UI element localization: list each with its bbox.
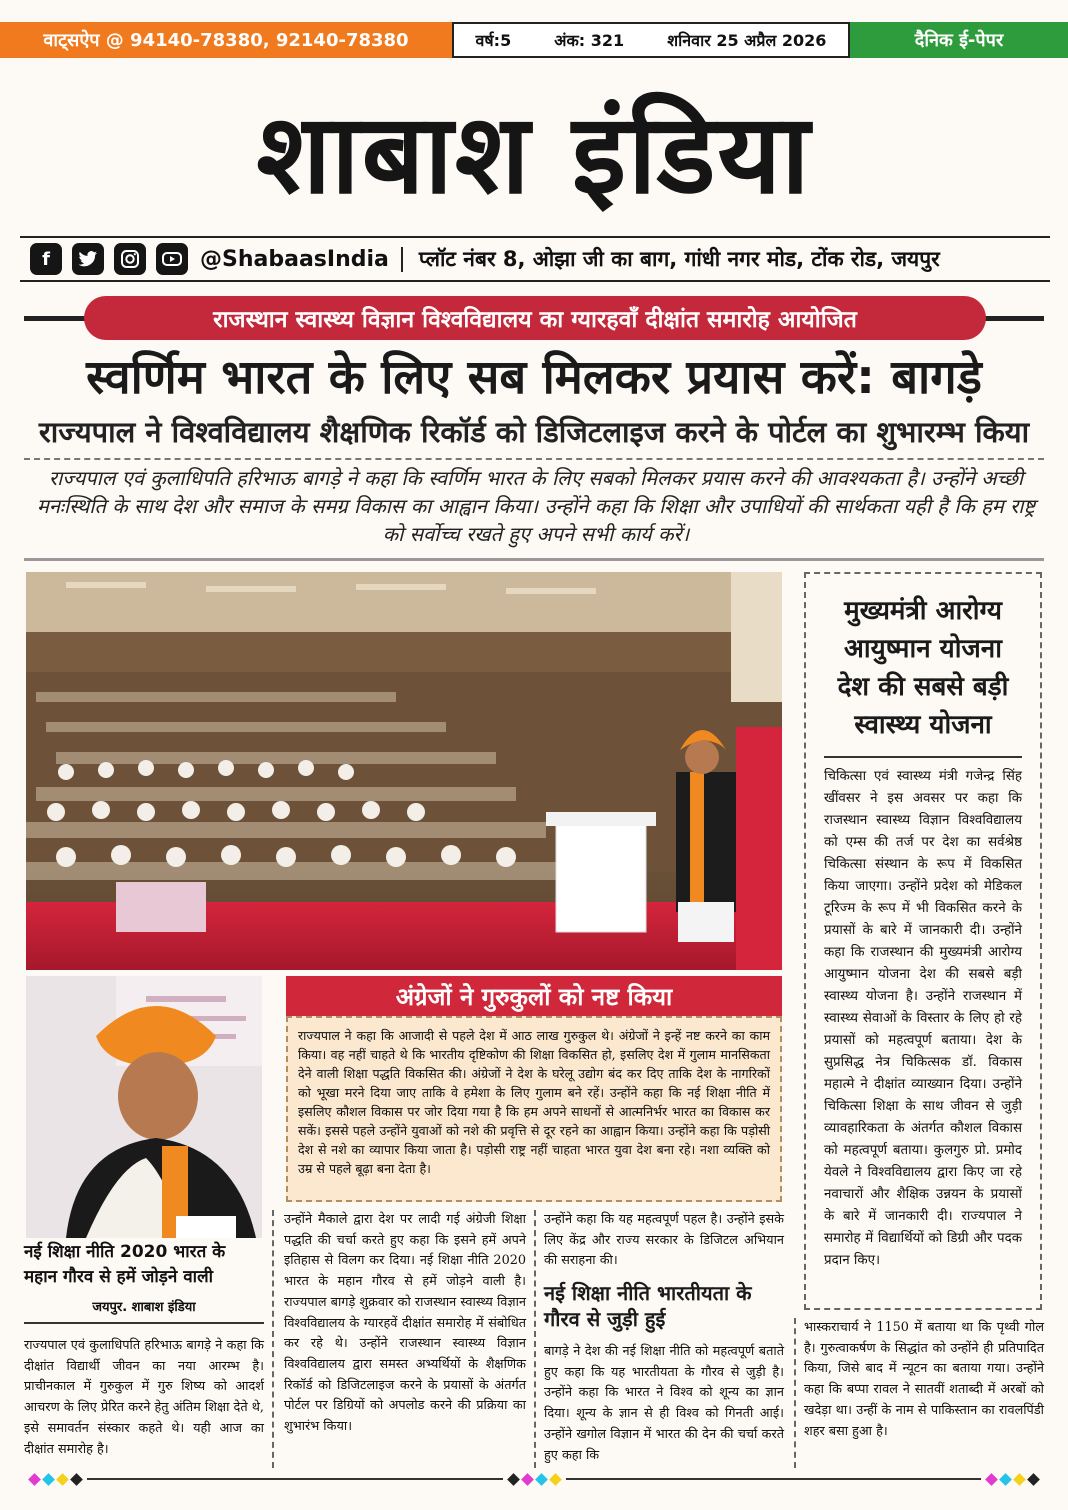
- top-bar: [0, 22, 1068, 58]
- sidebar-headline: मुख्यमंत्री आरोग्य आयुष्मान योजना देश की सबसे बड़ी स्वास्थ्य योजना: [837, 596, 1009, 740]
- social-bar: [20, 236, 1050, 282]
- divider: [24, 458, 1044, 460]
- article-column: राज्यपाल एवं कुलाधिपति हरिभाऊ बागड़े ने कहा कि दीक्षांत विद्यार्थी जीवन का नया आरम्भ है। प्राचीनकाल में गुरुकुल में गुरु शिष्य को आदर्श आचरण के लिए प्रेरित करने हेतु अंतिम शिक्षा देते थे, इसे समावर्तन संस्कार कहते थे। यही आज का दीक्षांत समारोह है।: [24, 1338, 264, 1457]
- lead-kicker: राजस्थान स्वास्थ्य विज्ञान विश्वविद्यालय का ग्यारहवाँ दीक्षांत समारोह आयोजित: [84, 296, 986, 340]
- sidebar-story: [804, 572, 1042, 1310]
- date: शनिवार 25 अप्रैल 2026: [667, 31, 827, 50]
- article-column: भास्कराचार्य ने 1150 में बताया था कि पृथ्वी गोल है। गुरुत्वाकर्षण के सिद्धांत को उन्होंने ही प्रतिपादित किया, जिसे बाद में न्यूटन का बताया गया। उन्होंने कहा कि बप्पा रावल ने सातवीं शताब्दी में अरबों को खदेड़ा था। उन्हीं के नाम से पाकिस्तान का रावलपिंडी शहर बसा हुआ है।: [804, 1320, 1044, 1439]
- column-divider: [534, 1210, 536, 1468]
- lead-subhead: राज्यपाल ने विश्वविद्यालय शैक्षणिक रिकॉर्ड को डिजिटलाइज करने के पोर्टल का शुभारम्भ किया: [38, 415, 1030, 449]
- color-marks: [509, 1475, 560, 1484]
- box-body: राज्यपाल ने कहा कि आजादी से पहले देश में आठ लाख गुरुकुल थे। अंग्रेजों ने इन्हें नष्ट करने का काम किया। वह नहीं चाहते थे कि भारतीय दृष्टिकोण की शिक्षा विकसित हो, इसलिए देश में गुलाम मानसिकता देने वाली शिक्षा पद्धति विकसित की। अंग्रेजों ने देश के घरेलू उद्योग बंद कर दिए ताकि देश के नागरिकों को भूखा मरने दिया जाए ताकि वे हमेशा के लिए गुलाम बने रहें। उन्होंने कहा कि नई शिक्षा नीति में इसलिए कौशल विकास पर जोर दिया गया है कि हम अपने साधनों से आत्मनिर्भर भारत का विकास कर सकें। इससे पहले उन्होंने युवाओं को नशे की प्रवृत्ति से दूर रहने का आह्वान किया। उन्होंने कहा कि पड़ोसी देश से नशे का व्यापार किया जाता है। पड़ोसी राष्ट्र नहीं चाहता भारत युवा देश बना रहे। नशा व्यक्ति को उम्र से पहले बूढ़ा बना देता है।: [286, 1016, 782, 1202]
- divider: [24, 1322, 264, 1324]
- governor-photo: [26, 976, 262, 1238]
- facebook-icon[interactable]: f: [30, 243, 62, 275]
- lead-intro: राज्यपाल एवं कुलाधिपति हरिभाऊ बागड़े ने कहा कि स्वर्णिम भारत के लिए सबको मिलकर प्रयास करने की आवश्यकता है। उन्होंने अच्छी मनःस्थिति के साथ देश और समाज के समग्र विकास का आह्वान किया। उन्होंने कहा कि शिक्षा और उपाधियों की सार्थकता यही है कि हम राष्ट्र को सर्वोच्च रखते हुए अपने सभी कार्य करें।: [36, 466, 1036, 546]
- youtube-icon[interactable]: [156, 243, 188, 275]
- article-column: उन्होंने मैकाले द्वारा देश पर लादी गई अंग्रेजी शिक्षा पद्धति की चर्चा करते हुए कहा कि इसने हमें अपने इतिहास से विलग कर दिया। नई शिक्षा नीति 2020 भारत के महान गौरव से हमें जोड़ने वाली है। राज्यपाल बागड़े शुक्रवार को राजस्थान स्वास्थ्य विज्ञान विश्वविद्यालय के ग्यारहवें दीक्षांत समारोह में संबोधित कर रहे थे। उन्होंने राजस्थान स्वास्थ्य विज्ञान विश्वविद्यालय द्वारा समस्त अभ्यर्थियों के शैक्षणिक रिकॉर्ड को डिजिटलाइज करने के प्रयासों के अंतर्गत पोर्टल पर डिग्रियों को अपलोड करने की प्रक्रिया का शुभारंभ किया।: [284, 1212, 526, 1435]
- divider: [24, 558, 1044, 561]
- whatsapp-contact: वाट्सऐप @ 94140-78380, 92140-78380: [0, 22, 452, 58]
- article-column: बागड़े ने देश की नई शिक्षा नीति को महत्वपूर्ण बताते हुए कहा कि यह भारतीयता के गौरव से जुड़ी है। उन्होंने कहा कि भारत ने विश्व को शून्य का ज्ञान दिया। शून्य के ज्ञान से ही विश्व को गिनती आई। उन्होंने खगोल विज्ञान में भारत की देन की चर्चा करते हुए कहा कि: [544, 1344, 784, 1463]
- photo-caption: नई शिक्षा नीति 2020 भारत के महान गौरव से हमें जोड़ने वाली: [24, 1242, 226, 1287]
- issue-info: [452, 22, 850, 58]
- color-marks: [987, 1475, 1038, 1484]
- divider: [824, 756, 1022, 758]
- box-heading: अंग्रेजों ने गुरुकुलों को नष्ट किया: [286, 976, 782, 1016]
- column-subheading: नई शिक्षा नीति भारतीयता के गौरव से जुड़ी हुई: [544, 1281, 752, 1331]
- office-address: प्लॉट नंबर 8, ओझा जी का बाग, गांधी नगर मोड, टोंक रोड, जयपुर: [418, 247, 940, 271]
- newspaper-title: शाबाश इंडिया: [256, 90, 812, 218]
- lead-headline: स्वर्णिम भारत के लिए सब मिलकर प्रयास करें: बागड़े: [86, 350, 982, 405]
- color-marks: [30, 1475, 81, 1484]
- convocation-hall-photo: [26, 572, 782, 970]
- column-divider: [272, 1210, 274, 1468]
- social-handle[interactable]: @ShabaasIndia: [200, 247, 403, 272]
- byline: जयपुर. शाबाश इंडिया: [92, 1300, 196, 1315]
- social-icons: [20, 243, 188, 275]
- edition-label: दैनिक ई-पेपर: [850, 22, 1068, 58]
- year: वर्ष:5: [475, 31, 512, 50]
- instagram-icon[interactable]: [114, 243, 146, 275]
- issue-number: अंक: 321: [554, 31, 625, 50]
- twitter-icon[interactable]: [72, 243, 104, 275]
- article-column: उन्होंने कहा कि यह महत्वपूर्ण पहल है। उन्होंने इसके लिए केंद्र और राज्य सरकार के डिजिटल अभियान की सराहना की।: [544, 1212, 784, 1269]
- footer-rule: [24, 1472, 1044, 1486]
- sidebar-body: चिकित्सा एवं स्वास्थ्य मंत्री गजेन्द्र सिंह खींवसर ने इस अवसर पर कहा कि राजस्थान स्वास्थ्य विज्ञान विश्वविद्यालय को एम्स की तर्ज पर देश का सर्वश्रेष्ठ चिकित्सा संस्थान के रूप में विकसित किया जाएगा। उन्होंने प्रदेश को मेडिकल टूरिज्म के रूप में भी विकसित करने के प्रयासों के बारे में जानकारी दी। उन्होंने कहा कि राजस्थान की मुख्यमंत्री आरोग्य आयुष्मान योजना देश की सबसे बड़ी स्वास्थ्य योजना है। उन्होंने राजस्थान में स्वास्थ्य सेवाओं के विस्तार के लिए हो रहे प्रयासों को महत्वपूर्ण बताया। देश के सुप्रसिद्ध नेत्र चिकित्सक डॉ. विकास महात्मे ने दीक्षांत व्याख्यान दिया। उन्होंने चिकित्सा शिक्षा के साथ जीवन से जुड़ी व्यावहारिकता के अंतर्गत कौशल विकास को महत्वपूर्ण बताया। कुलगुरु प्रो. प्रमोद येवले ने विश्वविद्यालय द्वारा किए जा रहे नवाचारों और शैक्षिक उन्नयन के प्रयासों के बारे में जानकारी दी। राज्यपाल ने समारोह में विद्यार्थियों को डिग्री और पदक प्रदान किए।: [824, 769, 1022, 1268]
- column-divider: [794, 1318, 796, 1468]
